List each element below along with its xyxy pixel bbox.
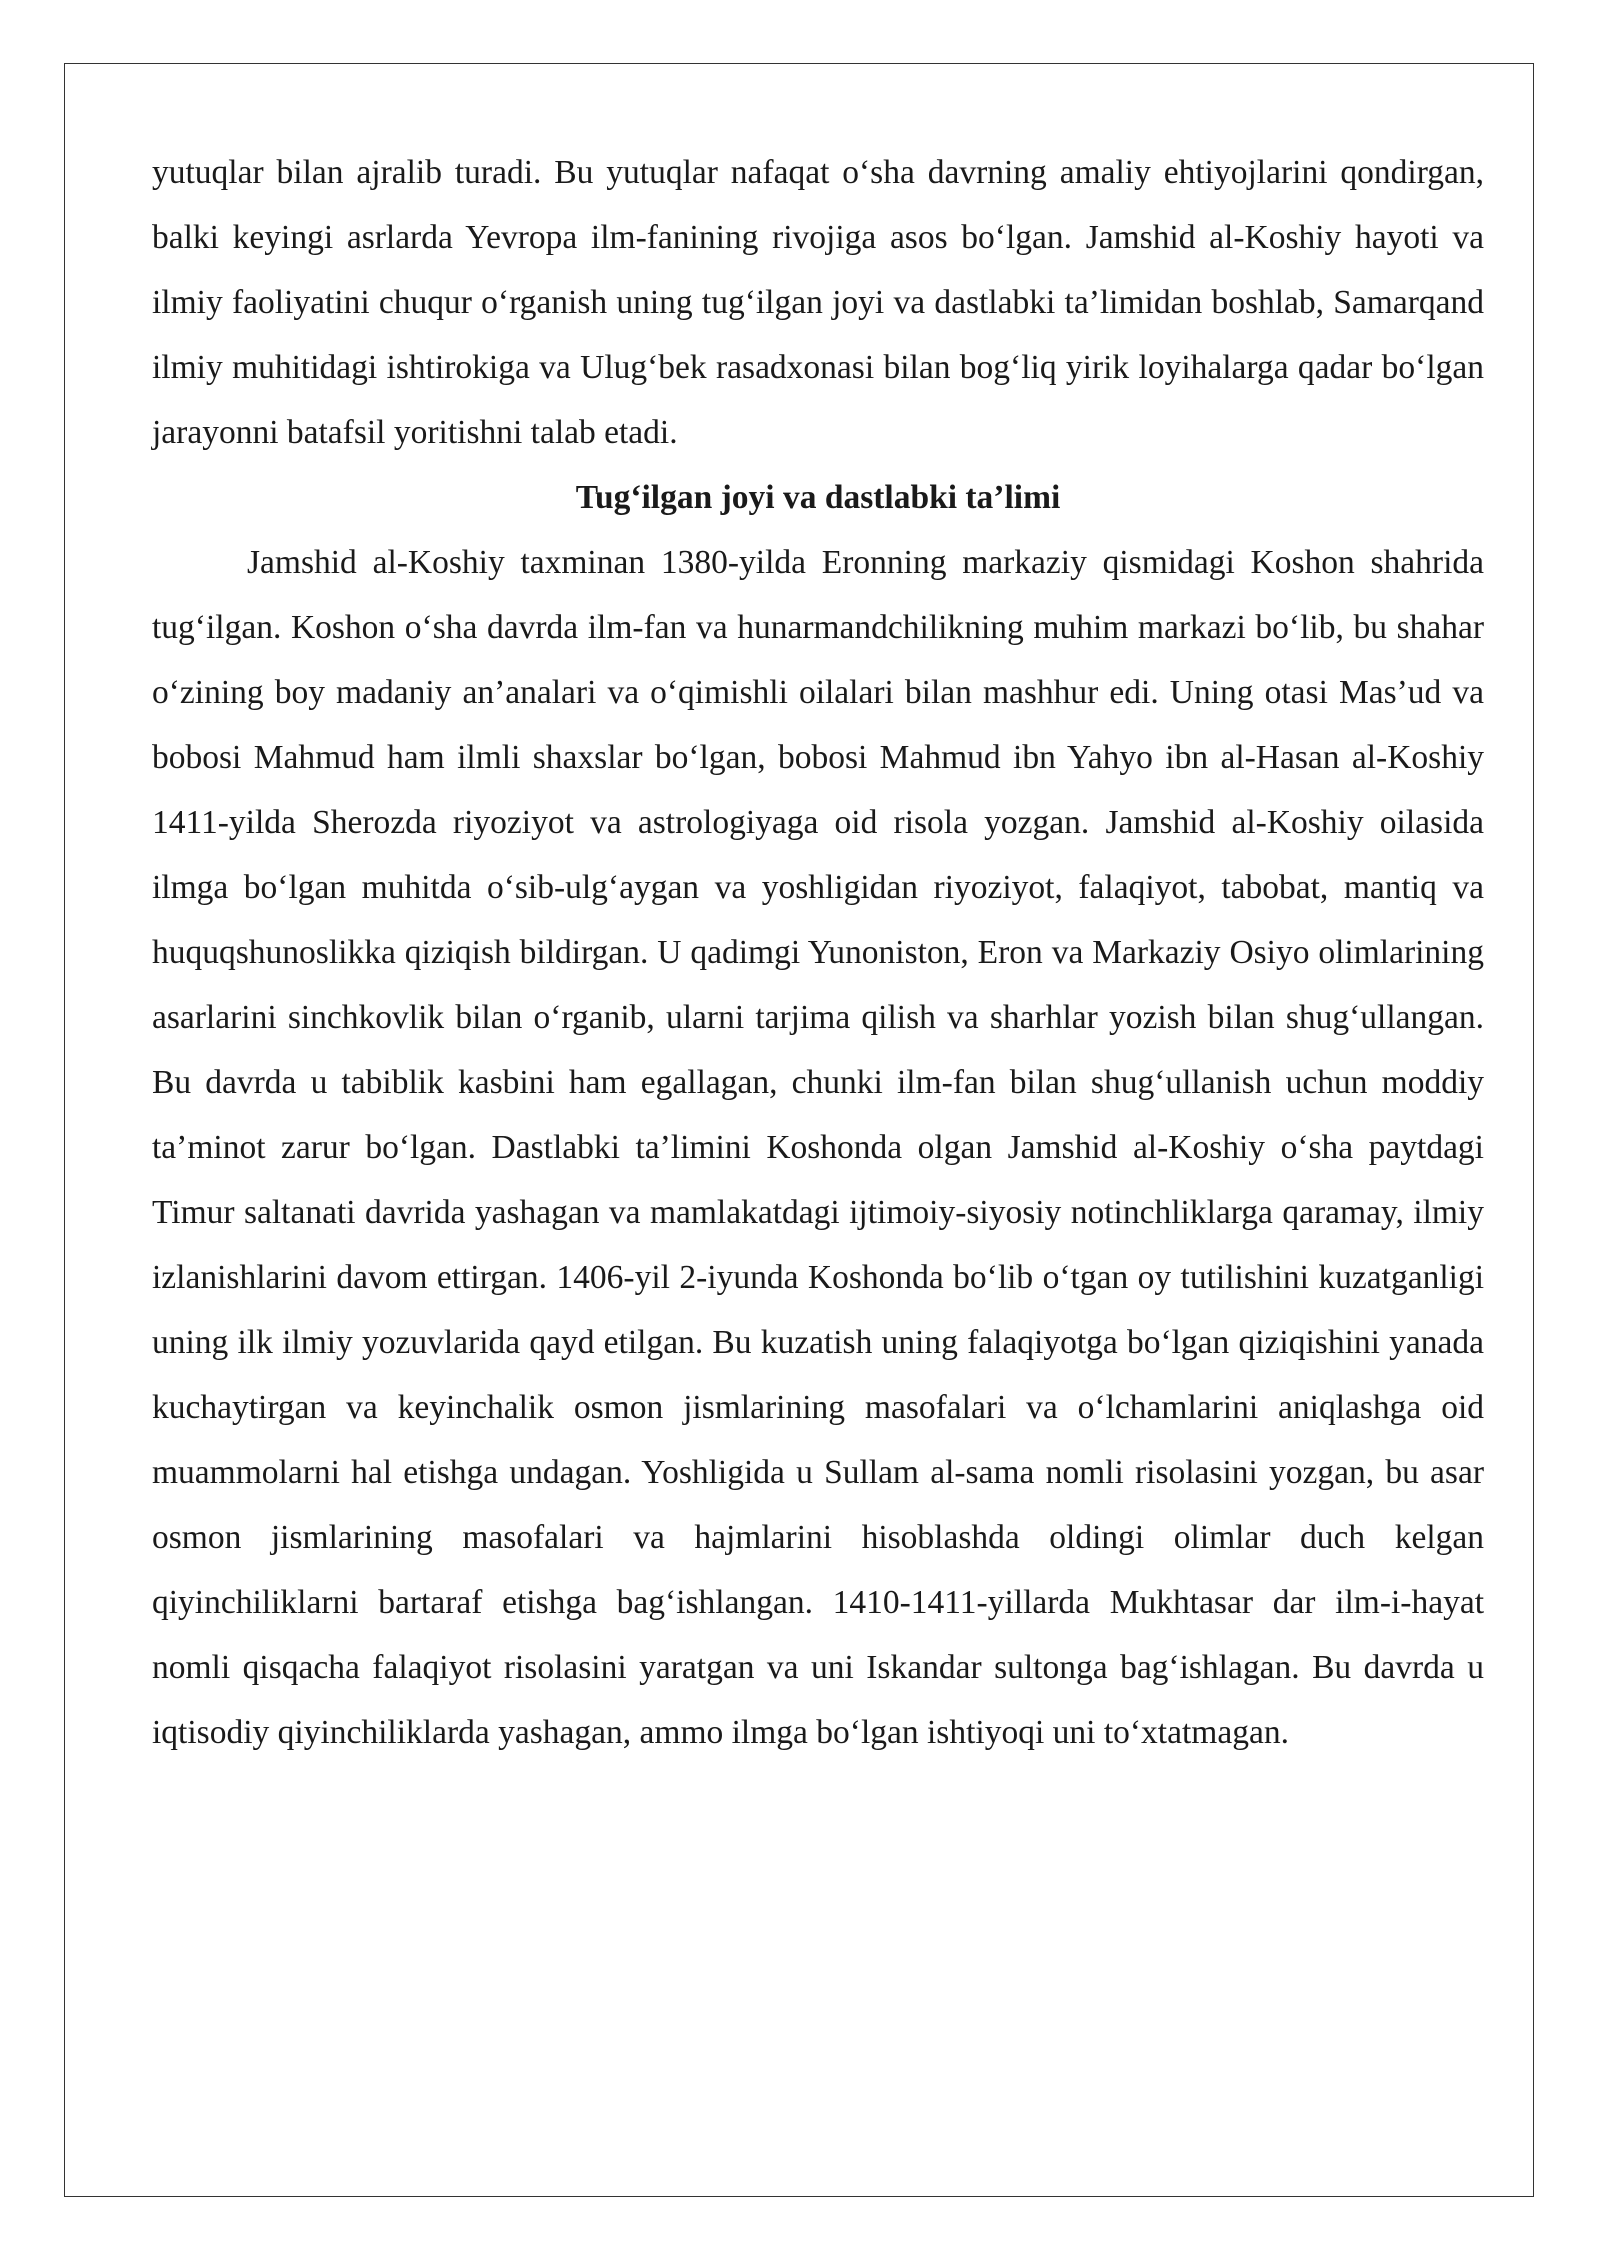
intro-paragraph: yutuqlar bilan ajralib turadi. Bu yutuqlar nafaqat o‘sha davrning amaliy ehtiyojlarini qondirgan, balki keyingi asrlarda Yevropa ilm-fanining rivojiga asos bo‘lgan. Jamshid al-Koshiy hayoti va ilmiy faoliyatini chuqur o‘rganish uning tug‘ilgan joyi va dastlabki ta’limidan boshlab, Samarqand ilmiy muhitidagi ishtirokiga va Ulug‘bek rasadxonasi bilan bog‘liq yirik loyihalarga qadar bo‘lgan jarayonni batafsil yoritishni talab etadi. <box>152 154 1484 451</box>
birthplace-paragraph: Jamshid al-Koshiy taxminan 1380-yilda Eronning markaziy qismidagi Koshon shahrida tug‘ilgan. Koshon o‘sha davrda ilm-fan va hunarmandchilikning muhim markazi bo‘lib, bu shahar o‘zining boy madaniy an’analari va o‘qimishli oilalari bilan mashhur edi. Uning otasi Mas’ud va bobosi Mahmud ham ilmli shaxslar bo‘lgan, bobosi Mahmud ibn Yahyo ibn al-Hasan al-Koshiy 1411-yilda Sherozda riyoziyot va astrologiyaga oid risola yozgan. Jamshid al-Koshiy oilasida ilmga bo‘lgan muhitda o‘sib-ulg‘aygan va yoshligidan riyoziyot, falaqiyot, tabobat, mantiq va huquqshunoslikka qiziqish bildirgan. U qadimgi Yunoniston, Eron va Markaziy Osiyo olimlarining asarlarini sinchkovlik bilan o‘rganib, ularni tarjima qilish va sharhlar yozish bilan shug‘ullangan. Bu davrda u tabiblik kasbini ham egallagan, chunki ilm-fan bilan shug‘ullanish uchun moddiy ta’minot zarur bo‘lgan. Dastlabki ta’limini Koshonda olgan Jamshid al-Koshiy o‘sha paytdagi Timur saltanati davrida yashagan va mamlakatdagi ijtimoiy-siyosiy notinchliklarga qaramay, ilmiy izlanishlarini davom ettirgan. 1406-yil 2-iyunda Koshonda bo‘lib o‘tgan oy tutilishini kuzatganligi uning ilk ilmiy yozuvlarida qayd etilgan. Bu kuzatish uning falaqiyotga bo‘lgan qiziqishini yanada kuchaytirgan va keyinchalik osmon jismlarining masofalari va o‘lchamlarini aniqlashga oid muammolarni hal etishga undagan. Yoshligida u Sullam al-sama nomli risolasini yozgan, bu asar osmon jismlarining masofalari va hajmlarini hisoblashda oldingi olimlar duch kelgan qiyinchiliklarni bartaraf etishga bag‘ishlangan. 1410-1411-yillarda Mukhtasar dar ilm-i-hayat nomli qisqacha falaqiyot risolasini yaratgan va uni Iskandar sultonga bag‘ishlagan. Bu davrda u iqtisodiy qiyinchiliklarda yashagan, ammo ilmga bo‘lgan ishtiyoqi uni to‘xtatmagan. <box>152 544 1484 1751</box>
document-body <box>152 140 1484 1765</box>
section-heading: Tug‘ilgan joyi va dastlabki ta’limi <box>575 479 1061 516</box>
